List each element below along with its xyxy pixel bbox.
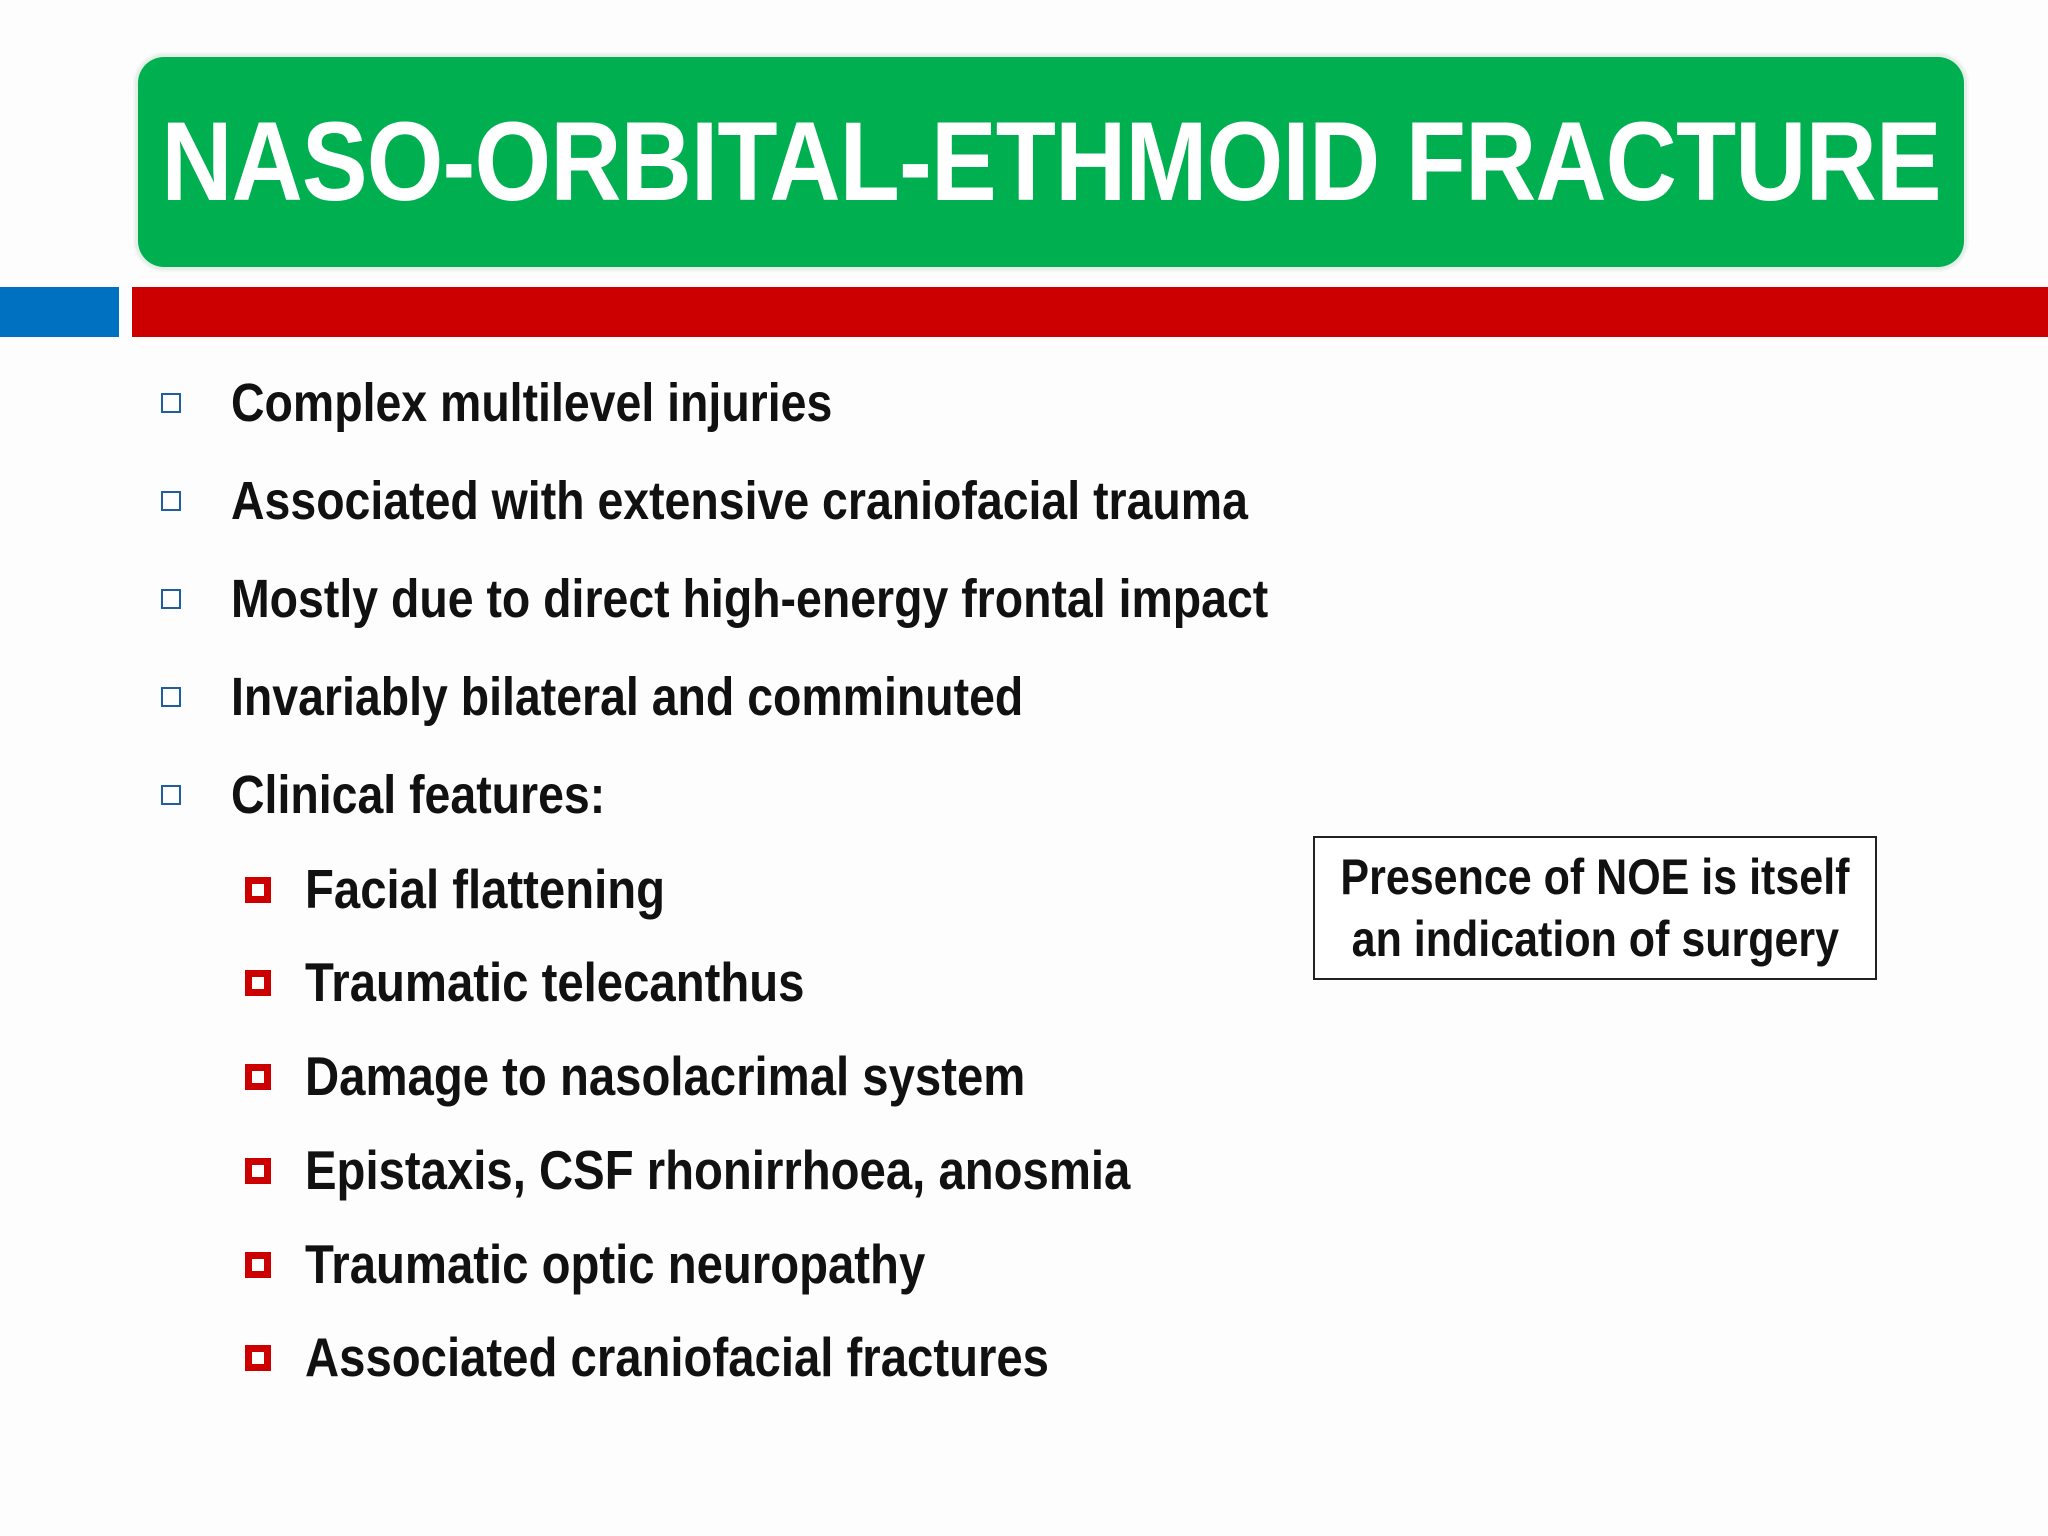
bullet-text: Mostly due to direct high-energy frontal impact: [231, 569, 1269, 629]
red-square-bullet-icon: [245, 1064, 271, 1090]
note-line-2: an indication of surgery: [1351, 911, 1839, 967]
surgery-note-box: [1313, 836, 1877, 980]
bullet-item: [161, 373, 930, 433]
red-square-bullet-icon: [245, 970, 271, 996]
bullet-text: Invariably bilateral and comminuted: [231, 667, 1024, 727]
red-square-bullet-icon: [245, 1158, 271, 1184]
hollow-square-bullet-icon: [161, 491, 181, 511]
sub-bullet-text: Epistaxis, CSF rhonirrhoea, anosmia: [305, 1139, 1131, 1201]
bullet-item: [161, 569, 1437, 629]
sub-bullet-item: [245, 951, 886, 1013]
bullet-text: Clinical features:: [231, 765, 606, 825]
sub-bullet-text: Damage to nasolacrimal system: [305, 1045, 1026, 1107]
bullet-item: [161, 765, 666, 825]
sub-bullet-item: [245, 858, 724, 920]
bullet-item: [161, 667, 1152, 727]
bullet-text: Associated with extensive craniofacial trauma: [231, 471, 1248, 531]
sub-bullet-text: Traumatic optic neuropathy: [305, 1233, 926, 1295]
hollow-square-bullet-icon: [161, 393, 181, 413]
sub-bullet-item: [245, 1326, 1170, 1388]
sub-bullet-item: [245, 1045, 1143, 1107]
sub-bullet-text: Associated craniofacial fractures: [305, 1326, 1049, 1388]
bullet-text: Complex multilevel injuries: [231, 373, 833, 433]
hollow-square-bullet-icon: [161, 785, 181, 805]
hollow-square-bullet-icon: [161, 687, 181, 707]
sub-bullet-item: [245, 1233, 1026, 1295]
bullet-item: [161, 471, 1413, 531]
sub-bullet-text: Traumatic telecanthus: [305, 951, 805, 1013]
sub-bullet-text: Facial flattening: [305, 858, 666, 920]
note-line-1: Presence of NOE is itself: [1340, 849, 1850, 905]
hollow-square-bullet-icon: [161, 589, 181, 609]
red-square-bullet-icon: [245, 1252, 271, 1278]
sub-bullet-item: [245, 1139, 1265, 1201]
red-square-bullet-icon: [245, 877, 271, 903]
slide-title: NASO-ORBITAL-ETHMOID FRACTURE: [161, 99, 1941, 224]
red-square-bullet-icon: [245, 1345, 271, 1371]
